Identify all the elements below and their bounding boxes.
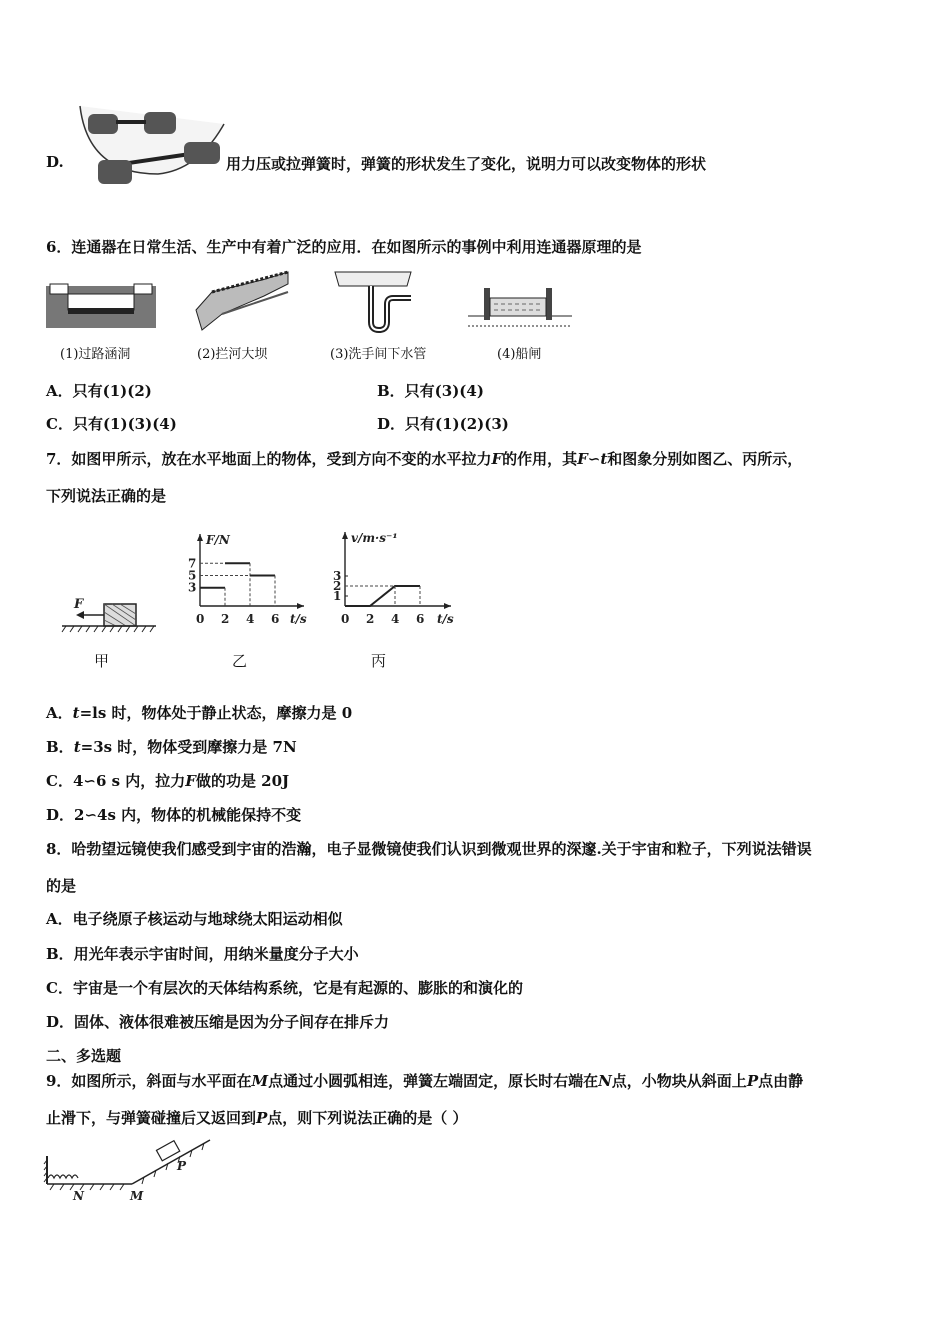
q8-stem-line2: 的是: [46, 877, 77, 895]
vt-y-tick-label: 2: [333, 579, 342, 593]
vt-y-axis-label: v/m·s⁻¹: [351, 531, 398, 545]
vt-x-tick-label: 2: [366, 612, 375, 626]
vt-chart: [325, 522, 465, 646]
ft-x-tick-label: 4: [246, 612, 255, 626]
q9-label-m: M: [130, 1189, 144, 1203]
vt-y-tick-label: 3: [333, 569, 342, 583]
caption-culvert: (1)过路涵洞: [60, 347, 131, 362]
q9-stem-line2: 止滑下，与弹簧碰撞后又返回到P点，则下列说法正确的是（ ）: [46, 1109, 468, 1127]
q9-stem-line1: 9．如图所示，斜面与水平面在M点通过小圆弧相连，弹簧左端固定，原长时右端在N点，小物块从斜面上P点由静: [46, 1072, 804, 1090]
q9-incline-spring-figure: [44, 1136, 214, 1206]
ft-x-tick-label: 6: [271, 612, 280, 626]
ft-y-axis-label: F/N: [206, 533, 230, 547]
q8-option-c: C．宇宙是一个有层次的天体结构系统，它是有起源的、膨胀的和演化的: [46, 979, 523, 997]
x-axis-arrow: [444, 603, 451, 609]
y-axis-arrow: [197, 534, 203, 541]
ft-x-tick-label: 0: [196, 612, 205, 626]
q7-option-b: B．t=3s 时，物体受到摩擦力是 7N: [46, 738, 297, 756]
vt-x-tick-label: 0: [341, 612, 350, 626]
q7-stem-line1: 7．如图甲所示，放在水平地面上的物体，受到方向不变的水平拉力F的作用，其F∽t和图象分别如图乙、丙所示，: [46, 450, 803, 468]
caption-sink-drain: (3)洗手间下水管: [330, 347, 427, 362]
ship-lock-figure: [468, 286, 572, 330]
ft-y-tick-label: 3: [188, 580, 197, 595]
q7-force-label: F: [74, 597, 84, 612]
ft-y-tick-label: 5: [188, 568, 197, 583]
fig-label-bing: 丙: [371, 652, 387, 670]
q7-block-figure: [60, 596, 160, 640]
q6-option-c: C．只有(1)(3)(4): [46, 415, 177, 433]
ft-y-tick-label: 7: [188, 556, 197, 571]
q7-option-d: D．2∽4s 内，物体的机械能保持不变: [46, 806, 302, 824]
fig-label-jia: 甲: [94, 652, 110, 670]
q6-option-b: B．只有(3)(4): [377, 382, 484, 400]
x-axis-arrow: [297, 603, 304, 609]
q7-option-a: A．t=ls 时，物体处于静止状态，摩擦力是 0: [46, 704, 353, 722]
y-axis-arrow: [342, 532, 348, 539]
vt-y-tick-label: 1: [333, 589, 342, 603]
q9-label-p: P: [177, 1159, 187, 1173]
q8-option-b: B．用光年表示宇宙时间，用纳米量度分子大小: [46, 945, 359, 963]
sink-drain-figure: [333, 270, 413, 334]
q8-option-a: A．电子绕原子核运动与地球绕太阳运动相似: [46, 910, 343, 928]
q6-option-d: D．只有(1)(2)(3): [377, 415, 509, 433]
q5-option-d-label: D.: [46, 153, 64, 171]
vt-x-axis-label: t/s: [437, 612, 454, 626]
q8-option-d: D．固体、液体很难被压缩是因为分子间存在排斥力: [46, 1013, 390, 1031]
caption-ship-lock: (4)船闸: [497, 347, 542, 362]
q6-option-a: A．只有(1)(2): [46, 382, 152, 400]
caption-dam: (2)拦河大坝: [197, 347, 268, 362]
dam-figure: [192, 270, 292, 334]
ft-x-tick-label: 2: [221, 612, 230, 626]
ft-chart: [180, 522, 310, 646]
q9-label-n: N: [73, 1189, 84, 1203]
fig-label-yi: 乙: [232, 652, 248, 670]
vt-series-line: [345, 586, 420, 606]
spring-hands-illustration: [78, 104, 228, 194]
q7-stem-line2: 下列说法正确的是: [46, 487, 167, 505]
section-title-multi-choice: 二、多选题: [46, 1047, 122, 1065]
vt-x-tick-label: 4: [391, 612, 400, 626]
vt-x-tick-label: 6: [416, 612, 425, 626]
ft-x-axis-label: t/s: [290, 612, 307, 626]
q5-option-d-text: 用力压或拉弹簧时，弹簧的形状发生了变化，说明力可以改变物体的形状: [226, 155, 707, 173]
culvert-figure: [46, 282, 156, 330]
q8-stem-line1: 8．哈勃望远镜使我们感受到宇宙的浩瀚，电子显微镜使我们认识到微观世界的深邃.关于宇宙和粒子，下列说法错误: [46, 840, 812, 858]
q6-stem: 6．连通器在日常生活、生产中有着广泛的应用．在如图所示的事例中利用连通器原理的是: [46, 238, 642, 256]
q7-option-c: C．4∽6 s 内，拉力F做的功是 20J: [46, 772, 290, 790]
